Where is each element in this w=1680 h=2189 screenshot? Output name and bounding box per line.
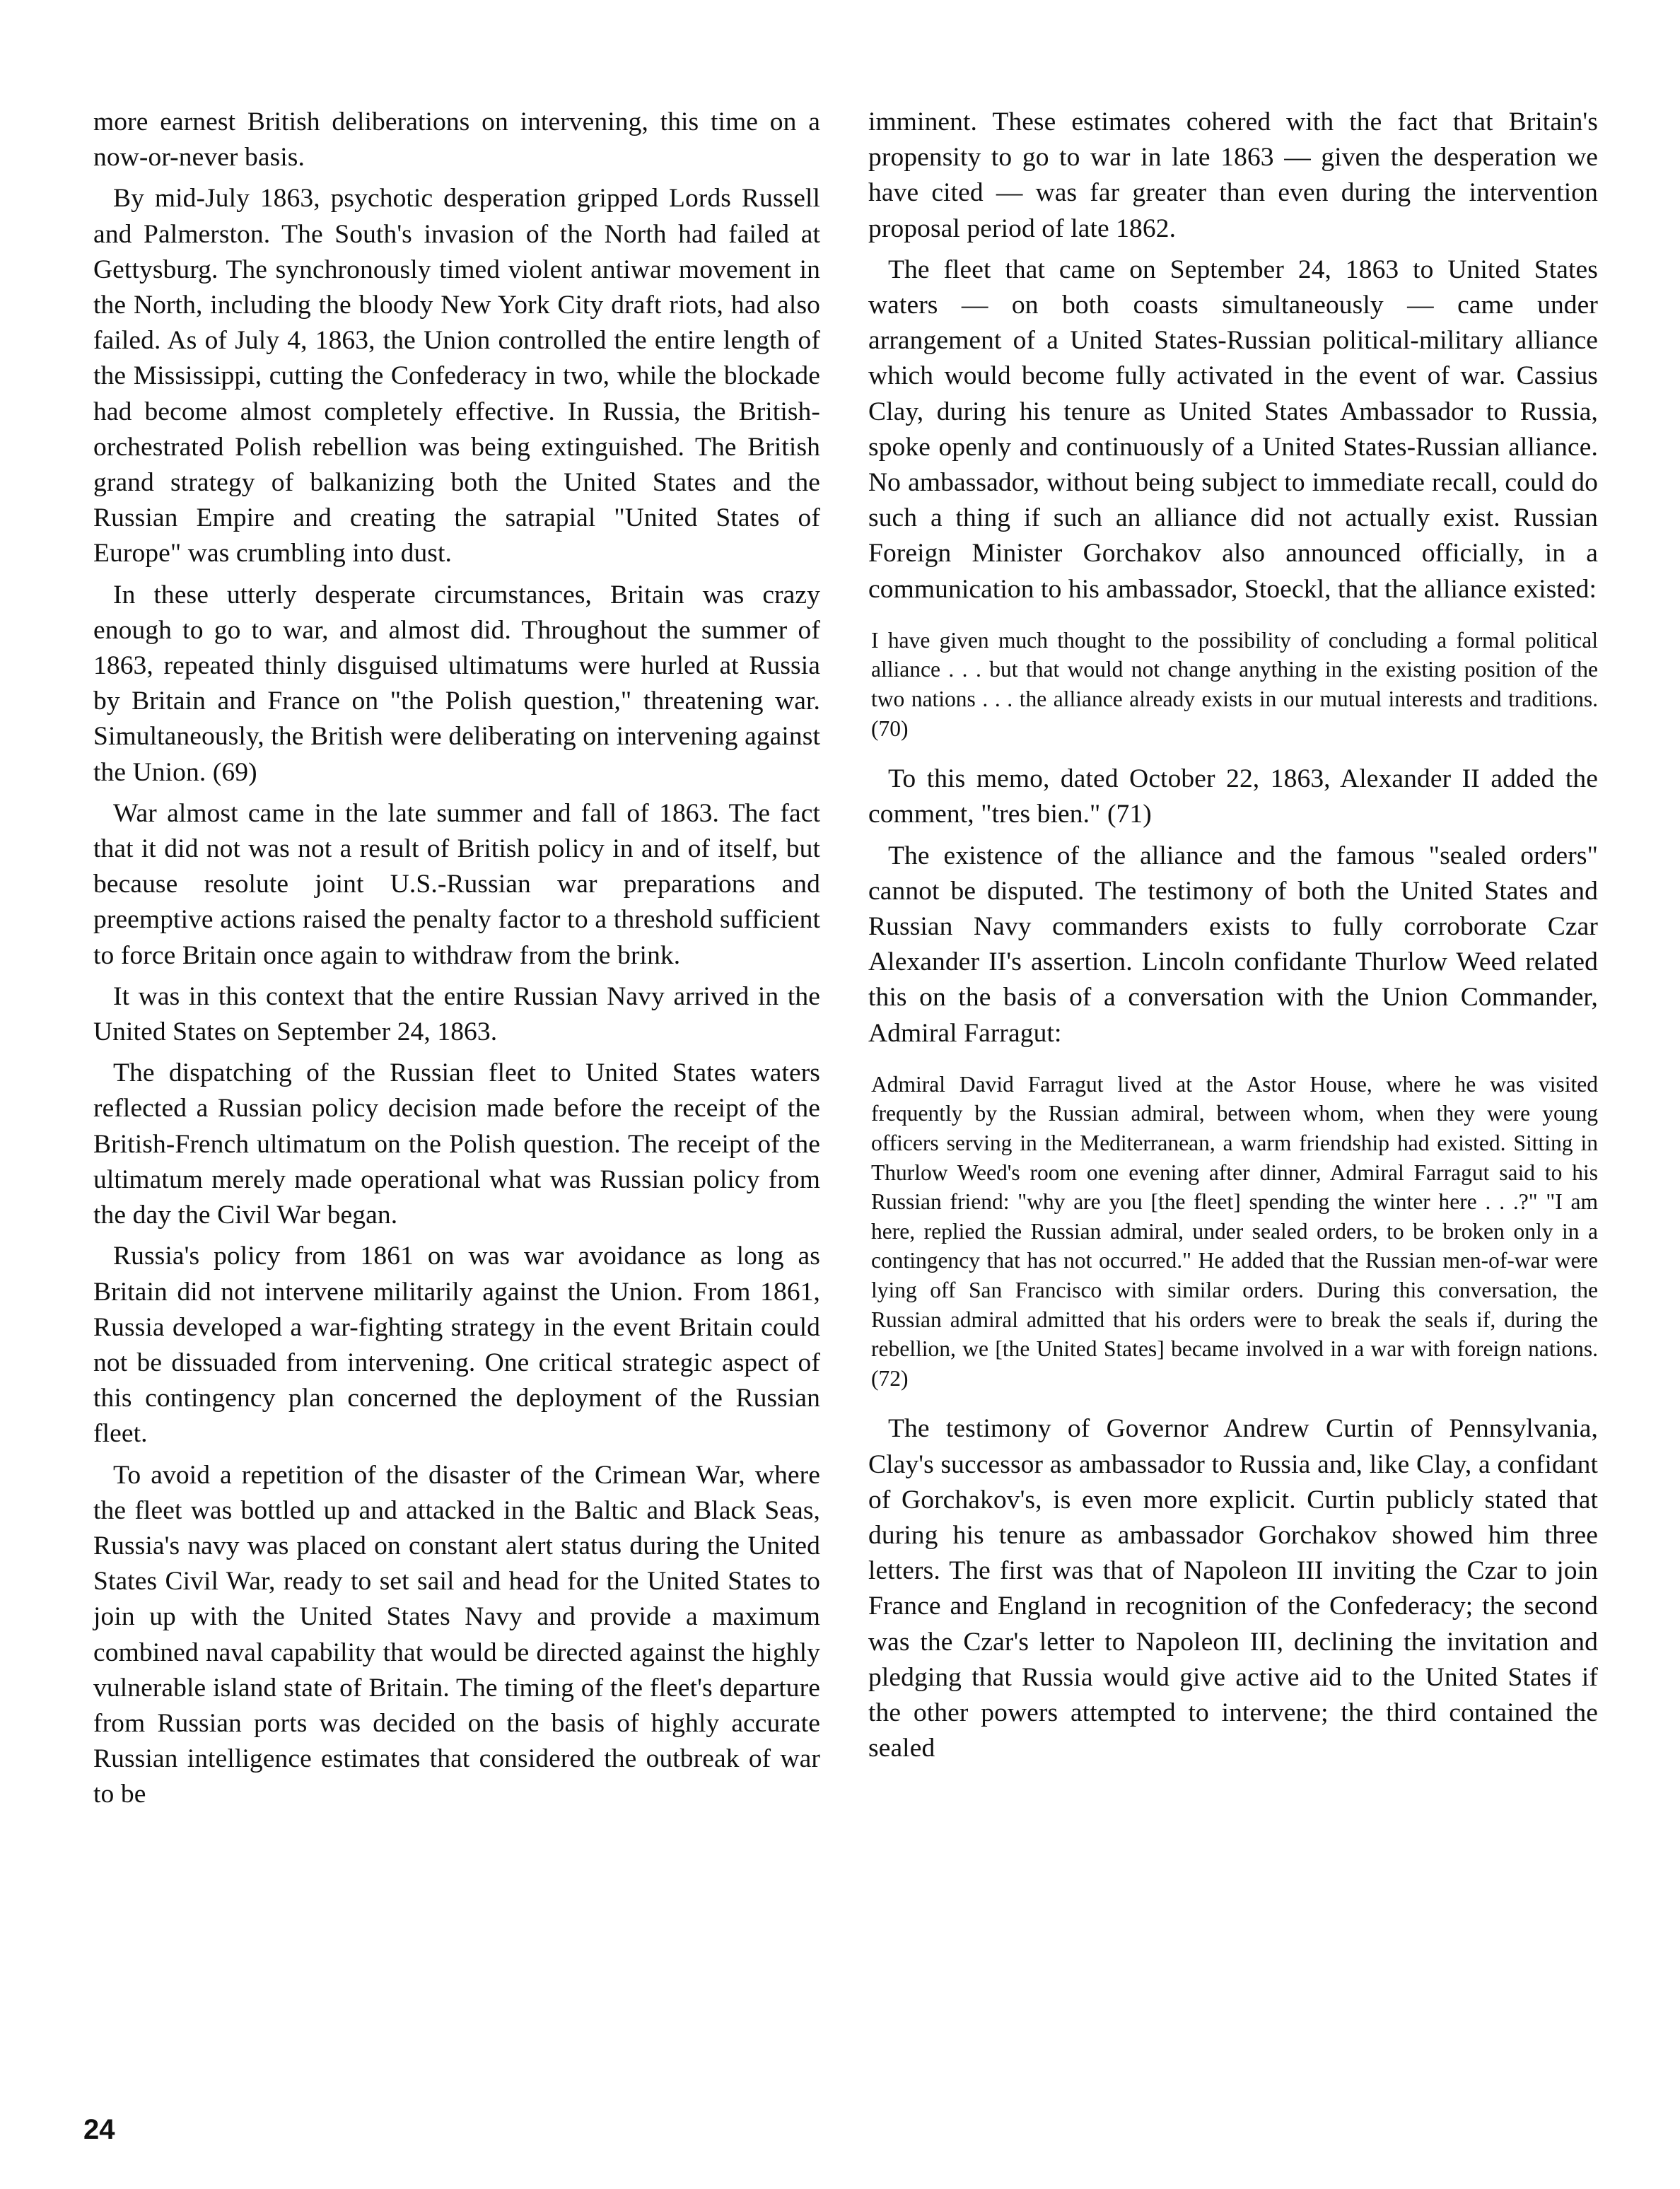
body-paragraph: To this memo, dated October 22, 1863, Alexander II added the comment, "tres bien." (71) <box>868 764 1598 829</box>
body-paragraph: To avoid a repetition of the disaster of the Crimean War, where the fleet was bottled up and attacked in the Baltic and Black Seas, Russia's navy was placed on constant alert status during the United States Civil War, ready to set sail and head for the United States to join up with the United States Navy and provide a maximum combined naval capability that would be directed against the highly vulnerable island state of Britain. The timing of the fleet's departure from Russian ports was decided on the basis of highly accurate Russian intelligence estimates that considered the outbreak of war to be <box>93 1460 820 1809</box>
body-paragraph: War almost came in the late summer and fall of 1863. The fact that it did not was not a result of British policy in and of itself, but because resolute joint U.S.-Russian war preparations and preemptive actions raised the penalty factor to a threshold sufficient to force Britain once again to withdraw from the brink. <box>93 798 820 970</box>
body-paragraph: The dispatching of the Russian fleet to United States waters reflected a Russian policy decision made before the receipt of the British-French ultimatum on the Polish question. The receipt of the ultimatum merely made operational what was Russian policy from the day the Civil War began. <box>93 1058 820 1230</box>
body-paragraph: By mid-July 1863, psychotic desperation gripped Lords Russell and Palmerston. The South's invasion of the North had failed at Gettysburg. The synchronously timed violent antiwar movement in the North, including the bloody New York City draft riots, had also failed. As of July 4, 1863, the Union controlled the entire length of the Mississippi, cutting the Confederacy in two, while the blockade had become almost completely effective. In Russia, the British-orchestrated Polish rebellion was being extinguished. The British grand strategy of balkanizing both the United States and the Russian Empire and creating the satrapial "United States of Europe" was crumbling into dust. <box>93 184 820 568</box>
body-paragraph: The existence of the alliance and the famous "sealed orders" cannot be disputed. The testimony of both the United States and Russian Navy commanders exists to fully corroborate Czar Alexander II's assertion. Lincoln confidante Thurlow Weed related this on the basis of a conversation with the Union Commander, Admiral Farragut: <box>868 841 1598 1048</box>
left-column <box>93 105 820 1813</box>
body-paragraph: The testimony of Governor Andrew Curtin of Pennsylvania, Clay's successor as ambassador to Russia and, like Clay, a confidant of Gorchakov's, is even more explicit. Curtin publicly stated that during his tenure as ambassador Gorchakov showed him three letters. The first was that of Napoleon III inviting the Czar to join France and England in recognition of the Confederacy; the second was the Czar's letter to Napoleon III, declining the invitation and pledging that Russia would give active aid to the United States if the other powers attempted to intervene; the third contained the sealed <box>868 1414 1598 1763</box>
body-paragraph: imminent. These estimates cohered with the fact that Britain's propensity to go to war in late 1863 — given the desperation we have cited — was far greater than even during the intervention proposal period of late 1862. <box>868 107 1598 243</box>
body-paragraph: It was in this context that the entire Russian Navy arrived in the United States on September 24, 1863. <box>93 981 820 1047</box>
body-paragraph: In these utterly desperate circumstances, Britain was crazy enough to go to war, and almost did. Throughout the summer of 1863, repeated thinly disguised ultimatums were hurled at Russia by Britain and France on "the Polish question," threatening war. Simultaneously, the British were deliberating on intervening against the Union. (69) <box>93 580 820 787</box>
body-paragraph: Russia's policy from 1861 on was war avoidance as long as Britain did not intervene militarily against the Union. From 1861, Russia developed a war-fighting strategy in the event Britain could not be dissuaded from intervening. One critical strategic aspect of this contingency plan concerned the deployment of the Russian fleet. <box>93 1242 820 1449</box>
block-quote-gorchakov: I have given much thought to the possibility of concluding a formal political alliance . . . but that would not change anything in the existing position of the two nations . . . the alliance already exists in our mutual interests and traditions. (70) <box>871 627 1598 741</box>
page-number: 24 <box>83 2114 115 2145</box>
right-column <box>868 105 1598 1766</box>
body-paragraph: more earnest British deliberations on intervening, this time on a now-or-never basis. <box>93 107 820 173</box>
body-paragraph: The fleet that came on September 24, 1863 to United States waters — on both coasts simultaneously — came under arrangement of a United States-Russian political-military alliance which would become fully activated in the event of war. Cassius Clay, during his tenure as United States Ambassador to Russia, spoke openly and continuously of a United States-Russian alliance. No ambassador, without being subject to immediate recall, could do such a thing if such an alliance did not actually exist. Russian Foreign Minister Gorchakov also announced officially, in a communication to his ambassador, Stoeckl, that the alliance existed: <box>868 255 1598 604</box>
block-quote-farragut: Admiral David Farragut lived at the Astor House, where he was visited frequently by the Russian admiral, between whom, when they were young officers serving in the Mediterranean, a warm friendship had existed. Sitting in Thurlow Weed's room one evening after dinner, Admiral Farragut said to his Russian friend: "why are you [the fleet] spending the winter here . . .?" "I am here, replied the Russian admiral, under sealed orders, to be broken only in a contingency that has not occurred." He added that the Russian men-of-war were lying off San Francisco with similar orders. During this conversation, the Russian admiral admitted that his orders were to break the seals if, during the rebellion, we [the United States] became involved in a war with foreign nations. (72) <box>871 1071 1598 1391</box>
